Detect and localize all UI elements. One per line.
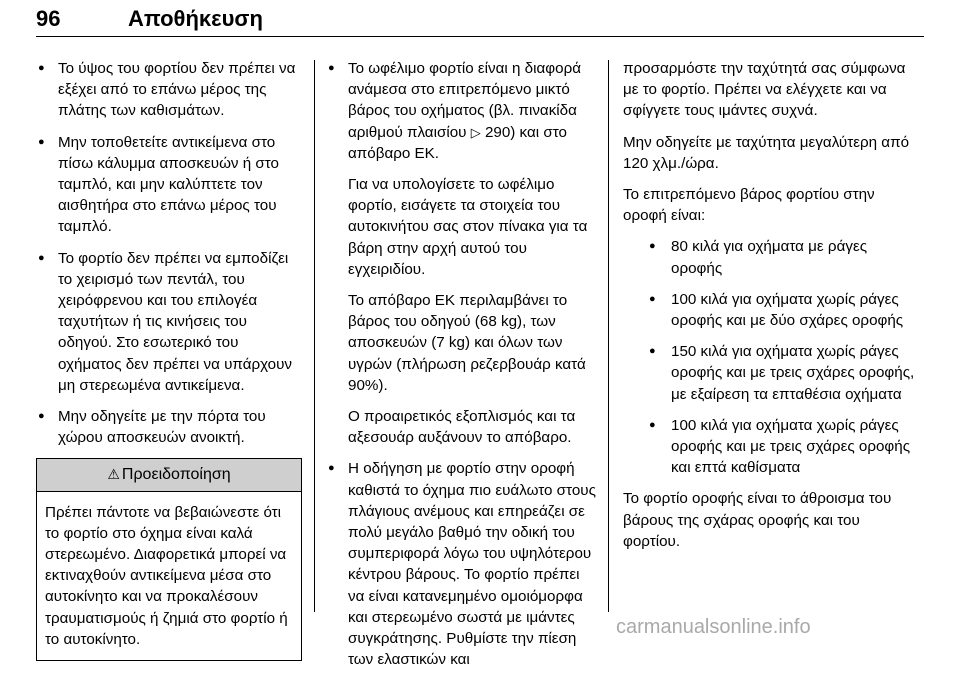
paragraph: Το απόβαρο ΕΚ περιλαμβάνει το βάρος του οδηγού (68 kg), των αποσκευών (7 kg) και όλων των υγρών (πλήρωση ρεζερβουάρ κατά 90%).: [348, 292, 586, 394]
warning-body: Πρέπει πάντοτε να βεβαιώνεστε ότι το φορτίο στο όχημα είναι καλά στερεωμένο. Διαφορετικά μπορεί να εκτιναχθούν αντικείμενα μέσα στο αυτοκίνητο και να προκαλέσουν τραυματισμούς ή ζημιά στο φορτίο ή το αυτοκίνητο.: [45, 503, 288, 648]
list-item: [326, 58, 596, 448]
warning-box: [36, 458, 302, 661]
bullet-list: [326, 58, 596, 670]
page-ref-arrow-icon: ▷: [470, 124, 481, 140]
paragraph: Για να υπολογίσετε το ωφέλιμο φορτίο, εισάγετε τα στοιχεία του αυτοκινήτου σας στον πίνακα για τα βάρη στην αρχή αυτού του εγχειριδίου.: [348, 176, 588, 278]
list-item: ● 150 κιλά για οχήματα χωρίς ράγες οροφής και με τρεις σχάρες οροφής, με εξαίρεση τα επταθέσια οχήματα: [623, 341, 921, 405]
list-item: ● Μην οδηγείτε με την πόρτα του χώρου αποσκευών ανοικτή.: [36, 406, 302, 448]
warning-header: [37, 459, 301, 491]
list-item: ● 100 κιλά για οχήματα χωρίς ράγες οροφής και με τρεις σχάρες οροφής και επτά καθίσματα: [623, 415, 921, 479]
column-1: [36, 58, 302, 661]
page-header: [0, 0, 960, 44]
header-rule: [36, 36, 924, 37]
column-2: [326, 58, 596, 680]
section-title: Αποθήκευση: [128, 6, 263, 31]
list-item: ● Μην τοποθετείτε αντικείμενα στο πίσω κάλυμμα αποσκευών ή στο ταμπλό, και μην καλύπτετε τον αισθητήρα στο επάνω μέρος του ταμπλό.: [36, 132, 302, 238]
page-number: 96: [36, 6, 61, 31]
column-divider: [314, 60, 315, 612]
list-item: ● Η οδήγηση με φορτίο στην οροφή καθιστά το όχημα πιο ευάλωτο στους πλάγιους ανέμους και επηρεάζει σε πολύ μεγάλο βαθμό την οδική του συμπεριφορά λόγω του υψηλότερου κέντρου βάρους. Το φορτίο πρέπει να είναι κατανεμημένο ομοιόμορφα και στερεωμένο σωστά με ιμάντες συγκράτησης. Ρυθμίστε την πίεση των ελαστικών και: [326, 458, 596, 670]
warning-title: Προειδοποίηση: [121, 466, 231, 484]
paragraph: Το φορτίο οροφής είναι το άθροισμα του βάρους της σχάρας οροφής και του φορτίου.: [623, 490, 892, 550]
list-item: ● 100 κιλά για οχήματα χωρίς ράγες οροφής και με δύο σχάρες οροφής: [623, 289, 921, 331]
paragraph: προσαρμόστε την ταχύτητά σας σύμφωνα με το φορτίο. Πρέπει να ελέγχετε και να σφίγγετε τους ιμάντες συχνά.: [623, 60, 906, 120]
bullet-list: [36, 58, 302, 448]
warning-triangle-icon: ⚠: [107, 466, 120, 483]
column-3: [623, 58, 921, 562]
list-item-text: Το ωφέλιμο φορτίο είναι η διαφορά ανάμεσα στο επιτρεπόμενο μικτό βάρος του οχήματος (βλ. πινακίδα αριθμού πλαισίου: [348, 60, 581, 141]
paragraph: Το επιτρεπόμενο βάρος φορτίου στην οροφή είναι:: [623, 186, 875, 225]
column-divider: [608, 60, 609, 612]
bullet-list: [623, 236, 921, 478]
watermark: carmanualsonline.info: [616, 616, 811, 638]
list-item: ● 80 κιλά για οχήματα με ράγες οροφής: [623, 236, 921, 278]
list-item: ● Το φορτίο δεν πρέπει να εμποδίζει το χειρισμό των πεντάλ, του χειρόφρενου και του επιλογέα ταχυτήτων ή τις κινήσεις του οδηγού. Στο εσωτερικό του οχήματος δεν πρέπει να υπάρχουν μη στερεωμένα αντικείμενα.: [36, 248, 302, 396]
page-reference: 290) και στο απόβαρο ΕΚ.: [348, 123, 567, 162]
list-item: ● Το ύψος του φορτίου δεν πρέπει να εξέχει από το επάνω μέρος της πλάτης των καθισμάτων.: [36, 58, 302, 122]
paragraph: Μην οδηγείτε με ταχύτητα μεγαλύτερη από 120 χλμ./ώρα.: [623, 133, 910, 172]
paragraph: Ο προαιρετικός εξοπλισμός και τα αξεσουάρ αυξάνουν το απόβαρο.: [348, 408, 576, 447]
